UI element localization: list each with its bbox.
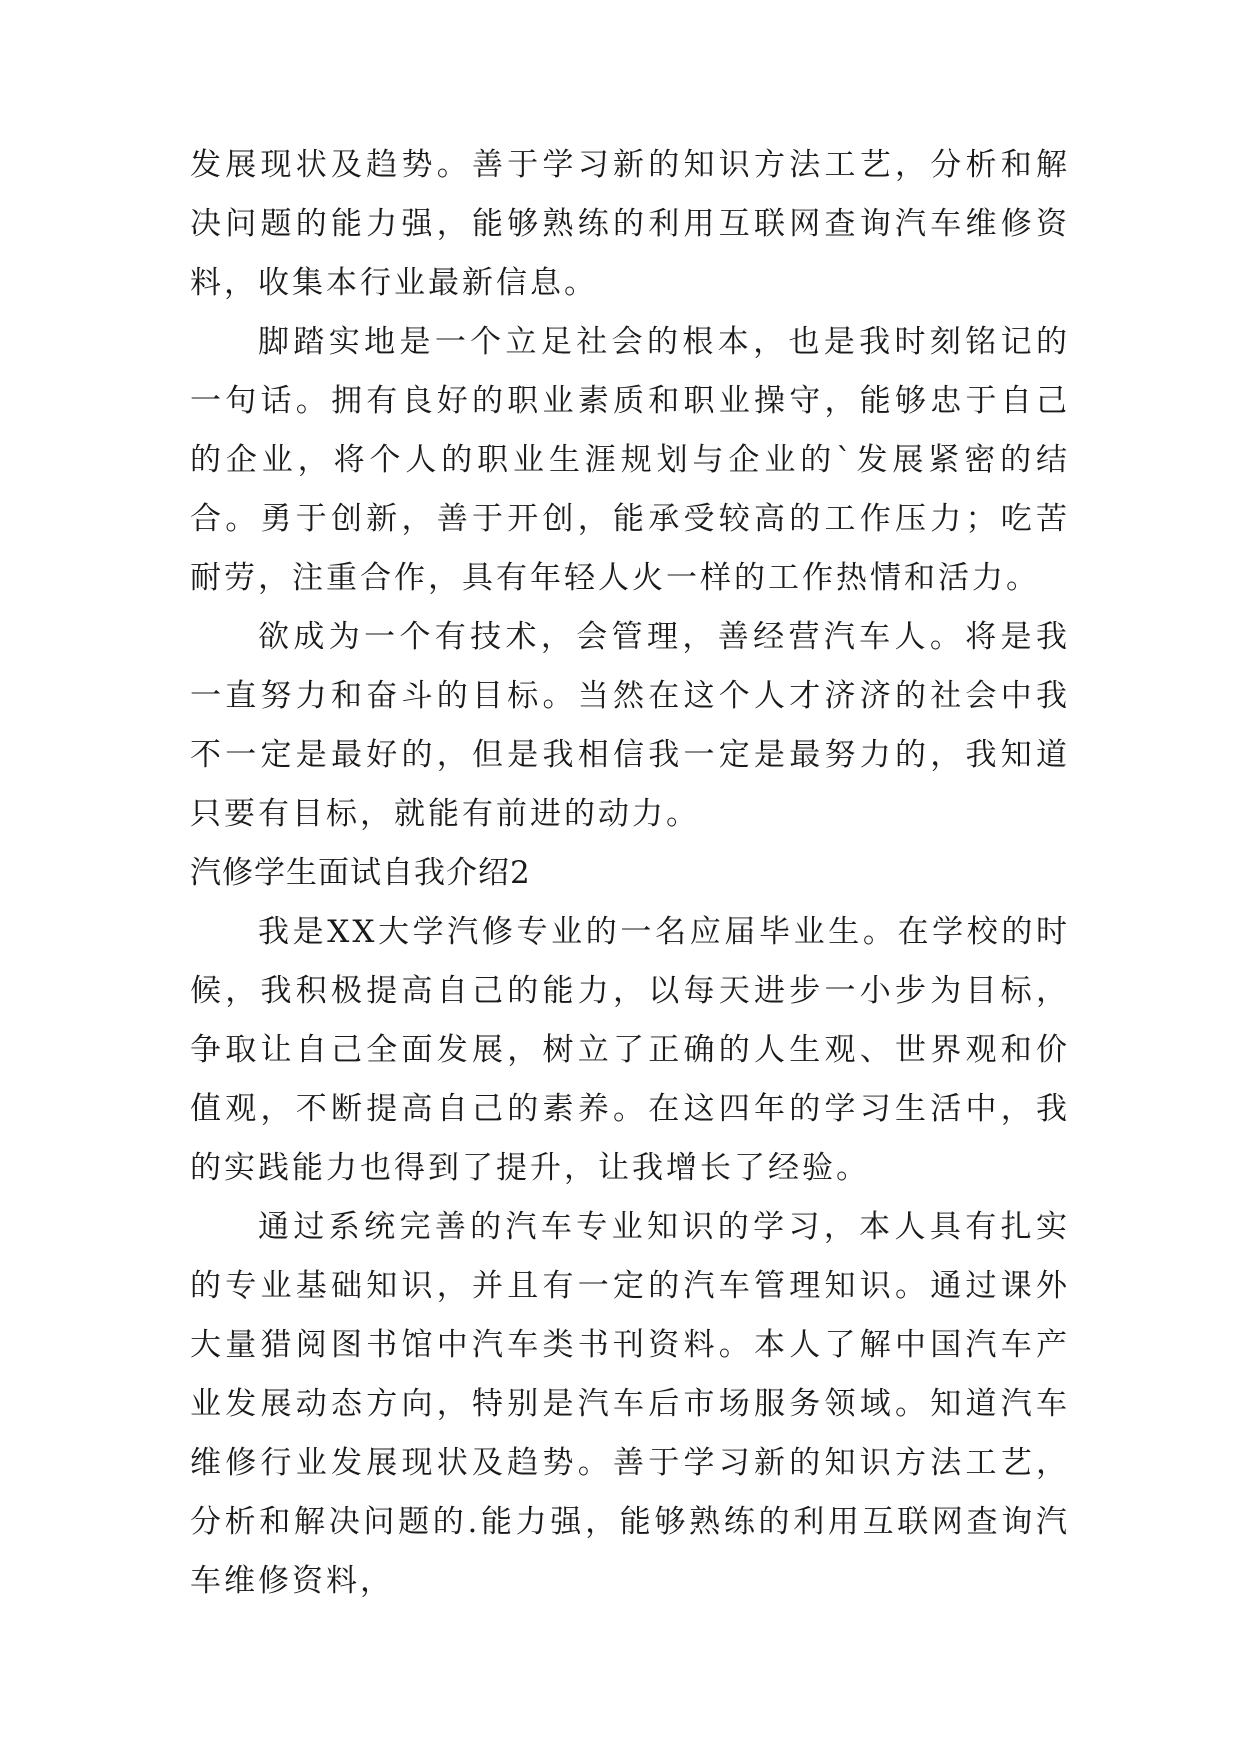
paragraph-continuation: 发展现状及趋势。善于学习新的知识方法工艺，分析和解决问题的能力强，能够熟练的利用互联网查询汽车维修资料，收集本行业最新信息。 (190, 147, 1070, 301)
document-body (190, 136, 1070, 1611)
paragraph-career-goal: 欲成为一个有技术，会管理，善经营汽车人。将是我一直努力和奋斗的目标。当然在这个人才济济的社会中我不一定是最好的，但是我相信我一定是最努力的，我知道只要有目标，就能有前进的动力。 (190, 619, 1070, 832)
paragraph-down-to-earth: 脚踏实地是一个立足社会的根本，也是我时刻铭记的一句话。拥有良好的职业素质和职业操守，能够忠于自己的企业，将个人的职业生涯规划与企业的`发展紧密的结合。勇于创新，善于开创，能承受较高的工作压力；吃苦耐劳，注重合作，具有年轻人火一样的工作热情和活力。 (190, 324, 1070, 596)
paragraph-graduate-intro: 我是XX大学汽修专业的一名应届毕业生。在学校的时候，我积极提高自己的能力，以每天进步一小步为目标，争取让自己全面发展，树立了正确的人生观、世界观和价值观，不断提高自己的素养。在这四年的学习生活中，我的实践能力也得到了提升，让我增长了经验。 (190, 914, 1070, 1186)
section-heading: 汽修学生面试自我介绍2 (190, 855, 531, 891)
paragraph-professional-knowledge: 通过系统完善的汽车专业知识的学习，本人具有扎实的专业基础知识，并且有一定的汽车管理知识。通过课外大量猎阅图书馆中汽车类书刊资料。本人了解中国汽车产业发展动态方向，特别是汽车后市场服务领域。知道汽车维修行业发展现状及趋势。善于学习新的知识方法工艺，分析和解决问题的.能力强，能够熟练的利用互联网查询汽车维修资料， (190, 1209, 1070, 1599)
